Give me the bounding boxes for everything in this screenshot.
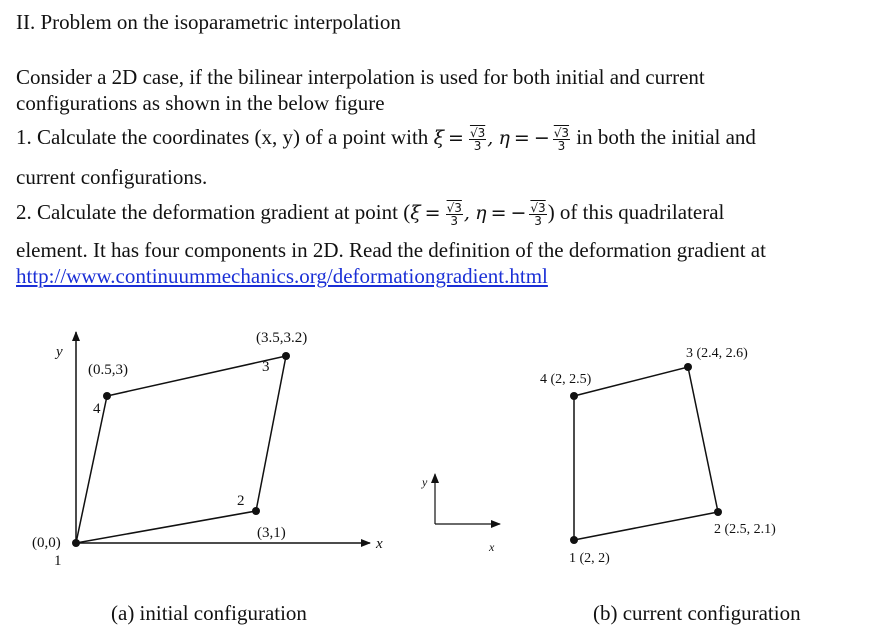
figure-a-x-axis-label: x <box>376 536 383 552</box>
figure-initial-configuration <box>32 330 383 625</box>
q2-eq-2: = <box>490 202 507 224</box>
q2-prefix: 2. Calculate the deformation gradient at point ( <box>16 200 411 224</box>
figure-a-caption: (a) initial configuration <box>111 601 307 625</box>
q2-frac-eta-num: √3 <box>530 200 546 215</box>
q1-eq-2: = <box>513 127 530 149</box>
q1-xi: ξ <box>433 127 445 149</box>
figure-a-node-2-label: (3,1) <box>257 525 286 541</box>
q2-eta: η <box>475 202 487 224</box>
q2-eq-1: = <box>424 202 441 224</box>
q1-eta: η <box>498 127 510 149</box>
figure-current-configuration <box>540 346 801 625</box>
q1-minus: − <box>533 127 550 149</box>
q2-frac-xi-num: √3 <box>446 200 462 215</box>
intro-line-2: configurations as shown in the below figure <box>16 91 385 115</box>
q1-suffix: in both the initial and <box>576 125 756 149</box>
q1-frac-eta-den: 3 <box>557 138 566 153</box>
reference-axes <box>421 474 500 554</box>
figure-a-element <box>76 356 286 543</box>
q2-suffix: ) of this quadrilateral <box>547 200 725 224</box>
q2-xi: ξ <box>410 202 421 224</box>
figure-b-node-1-dot <box>570 536 578 544</box>
q2-minus: − <box>510 202 527 224</box>
reference-x-axis-label: x <box>489 540 495 554</box>
question-2-line-2: element. It has four components in 2D. Read the definition of the deformation gradient at <box>16 238 766 262</box>
figure-a-node-1-label: (0,0) <box>32 535 61 551</box>
figure-b-node-2-label: 2 (2.5, 2.1) <box>714 522 776 537</box>
q1-prefix: 1. Calculate the coordinates (x, y) of a point with <box>16 125 429 149</box>
figure-b-node-2-dot <box>714 508 722 516</box>
intro-line-1: Consider a 2D case, if the bilinear interpolation is used for both initial and current <box>16 65 705 89</box>
q1-frac-eta-num: √3 <box>553 125 570 140</box>
figure-b-caption: (b) current configuration <box>593 601 801 625</box>
figure-b-node-3-label: 3 (2.4, 2.6) <box>686 346 748 361</box>
figure-a-node-2-id: 2 <box>237 493 245 509</box>
figure-b-node-3-dot <box>684 363 692 371</box>
figure-a-y-axis-label: y <box>56 344 63 360</box>
q1-eq-1: = <box>448 127 464 149</box>
figure-b-element <box>574 367 718 540</box>
figure-a-node-4-id: 4 <box>93 401 101 417</box>
figure-b-node-4-dot <box>570 392 578 400</box>
figure-a-node-2-dot <box>252 507 260 515</box>
figure-a-node-3-id: 3 <box>262 359 270 375</box>
figure-a-node-3-dot <box>282 352 290 360</box>
q2-frac-xi-den: 3 <box>450 213 459 228</box>
q1-frac-xi-num: √3 <box>469 125 486 140</box>
q2-frac-eta-den: 3 <box>534 213 542 228</box>
figure-a-node-3-label: (3.5,3.2) <box>256 330 308 346</box>
q1-comma: , <box>487 127 494 149</box>
q2-comma: , <box>463 202 470 224</box>
figure-a-node-4-dot <box>103 392 111 400</box>
q1-frac-xi-den: 3 <box>473 138 482 153</box>
heading: II. Problem on the isoparametric interpolation <box>16 10 401 34</box>
deformation-gradient-link[interactable]: http://www.continuummechanics.org/deformationgradient.html <box>16 264 548 288</box>
reference-y-axis-label: y <box>422 475 428 489</box>
figure-b-node-1-label: 1 (2, 2) <box>569 551 610 566</box>
figure-a-node-4-label: (0.5,3) <box>88 362 128 378</box>
figure-a-node-1-dot <box>72 539 80 547</box>
figure-b-node-4-label: 4 (2, 2.5) <box>540 372 592 387</box>
figure-a-node-1-id: 1 <box>54 553 62 569</box>
question-1-line-2: current configurations. <box>16 165 208 189</box>
